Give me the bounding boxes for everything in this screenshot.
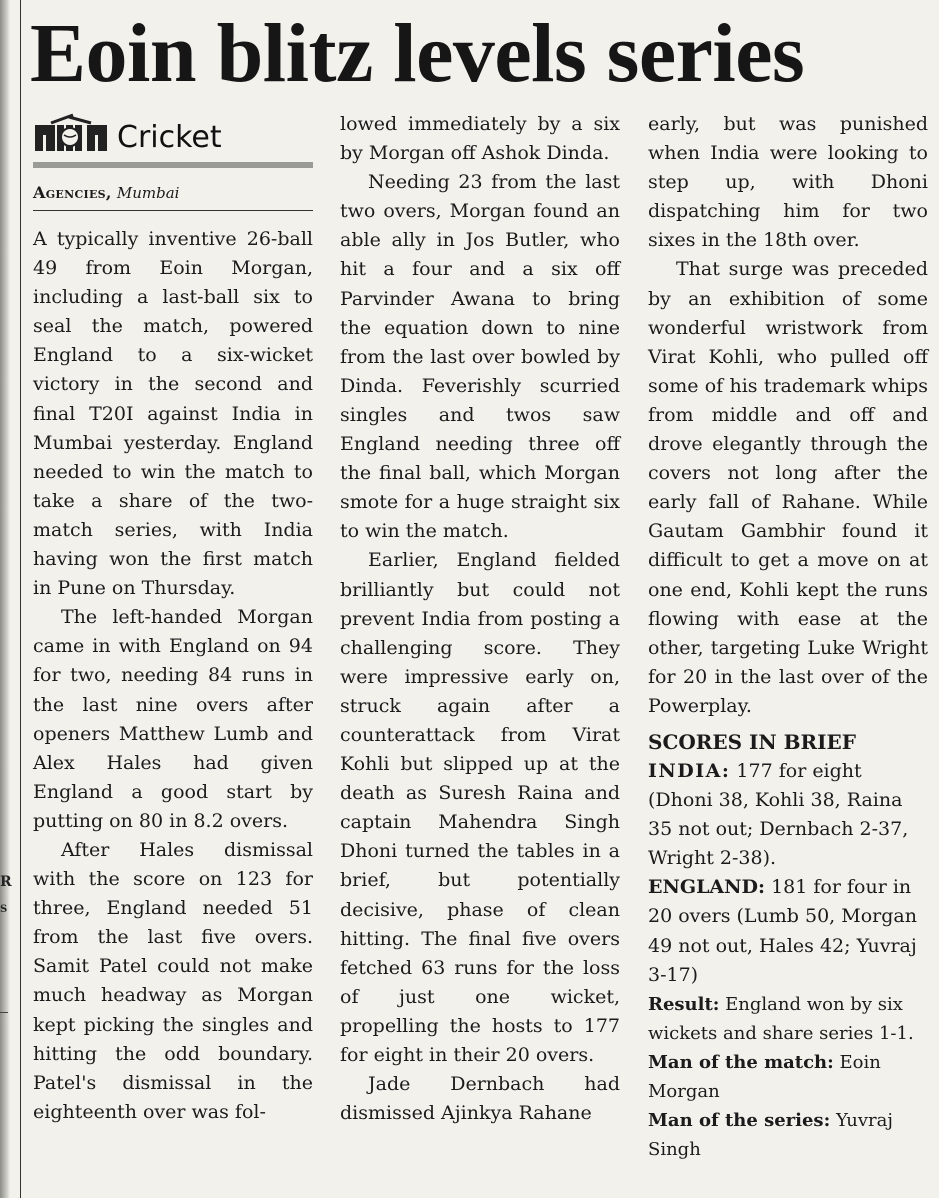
man-of-match: [648, 1048, 928, 1106]
match-result: [648, 990, 928, 1048]
paragraph: lowed immediately by a six by Morgan off Ashok Dinda.: [340, 113, 620, 165]
edge-rule: [0, 1012, 8, 1013]
column-rule: [20, 0, 21, 1198]
man-of-series: [648, 1106, 928, 1164]
scores-block: [648, 757, 928, 1164]
byline: [33, 182, 313, 211]
headline: Eoin blitz levels series: [30, 7, 805, 100]
paragraph: After Hales dismissal with the score on 123 for three, England needed 51 from the last five overs. Samit Patel could not make much headway as Morgan kept picking the singles and hitting the odd boundary. Patel's dismissal in the eighteenth over was fol-: [33, 838, 313, 1123]
score-india-text: 177 for eight (Dhoni 38, Kohli 38, Raina 35 not out; Dernbach 2-37, Wright 2-38).: [648, 759, 909, 870]
paragraph: Needing 23 from the last two overs, Morgan found an able ally in Jos Butler, who hit a four and a six off Parvinder Awana to bring the equation down to nine from the last over bowled by Dinda. Feverishly scurried singles and twos saw England needing three off the final ball, which Morgan smote for a huge straight six to win the match.: [340, 171, 620, 543]
motm-text: Eoin Morgan: [648, 1051, 881, 1102]
article-column-2: [340, 110, 620, 1128]
edge-letter: S: [0, 904, 8, 915]
article-column-1: [33, 110, 313, 1127]
byline-agency: Agencies,: [33, 183, 112, 202]
paragraph: Jade Dernbach had dismissed Ajinkya Rahane: [340, 1073, 620, 1125]
byline-location: Mumbai: [116, 184, 180, 202]
edge-letter: R: [0, 874, 12, 890]
mots-text: Yuvraj Singh: [648, 1110, 893, 1161]
score-india: [648, 757, 928, 873]
paragraph: The left-handed Morgan came in with England on 94 for two, needing 84 runs in the last nine overs after openers Matthew Lumb and Alex Hales had given England a good start by putting on 80 in 8.2 overs.: [33, 606, 313, 832]
score-india-label: INDIA:: [648, 759, 731, 782]
cricket-logo-icon: [33, 113, 109, 162]
section-label: Cricket: [117, 120, 222, 156]
paragraph: A typically inventive 26-ball 49 from Eoin Morgan, including a last-ball six to seal the match, powered England to a six-wicket victory in the second and final T20I against India in Mumbai yesterday. England needed to win the match to take a share of the two-match series, with India having won the first match in Pune on Thursday.: [33, 228, 313, 600]
section-header: [33, 116, 313, 168]
paragraph: Earlier, England fielded brilliantly but could not prevent India from posting a challenging score. They were impressive early on, struck again after a counterattack from Virat Kohli but slipped up at the death as Suresh Raina and captain Mahendra Singh Dhoni turned the tables in a brief, but potentially decisive, phase of clean hitting. The final five overs fetched 63 runs for the loss of just one wicket, propelling the hosts to 177 for eight in their 20 overs.: [340, 549, 620, 1066]
motm-label: Man of the match:: [648, 1051, 834, 1073]
result-text: England won by six wickets and share series 1-1.: [648, 993, 914, 1044]
mots-label: Man of the series:: [648, 1110, 831, 1132]
paragraph: early, but was punished when India were looking to step up, with Dhoni dispatching him for two sixes in the 18th over.: [648, 113, 928, 252]
score-england-text: 181 for four in 20 overs (Lumb 50, Morgan 49 not out, Hales 42; Yuvraj 3-17): [648, 876, 917, 986]
scores-heading: SCORES IN BRIEF: [648, 729, 856, 754]
paragraph: That surge was preceded by an exhibition of some wonderful wristwork from Virat Kohli, who pulled off some of his trademark whips from middle and off and drove elegantly through the covers not long after the early fall of Rahane. While Gautam Gambhir found it difficult to get a move on at one end, Kohli kept the runs flowing with ease at the other, targeting Luke Wright for 20 in the last over of the Powerplay.: [648, 258, 928, 717]
score-england-label: ENGLAND:: [648, 876, 766, 899]
adjacent-page-edge: [0, 0, 10, 1198]
result-label: Result:: [648, 993, 720, 1015]
score-england: [648, 873, 928, 989]
article-column-3: [648, 110, 928, 1164]
